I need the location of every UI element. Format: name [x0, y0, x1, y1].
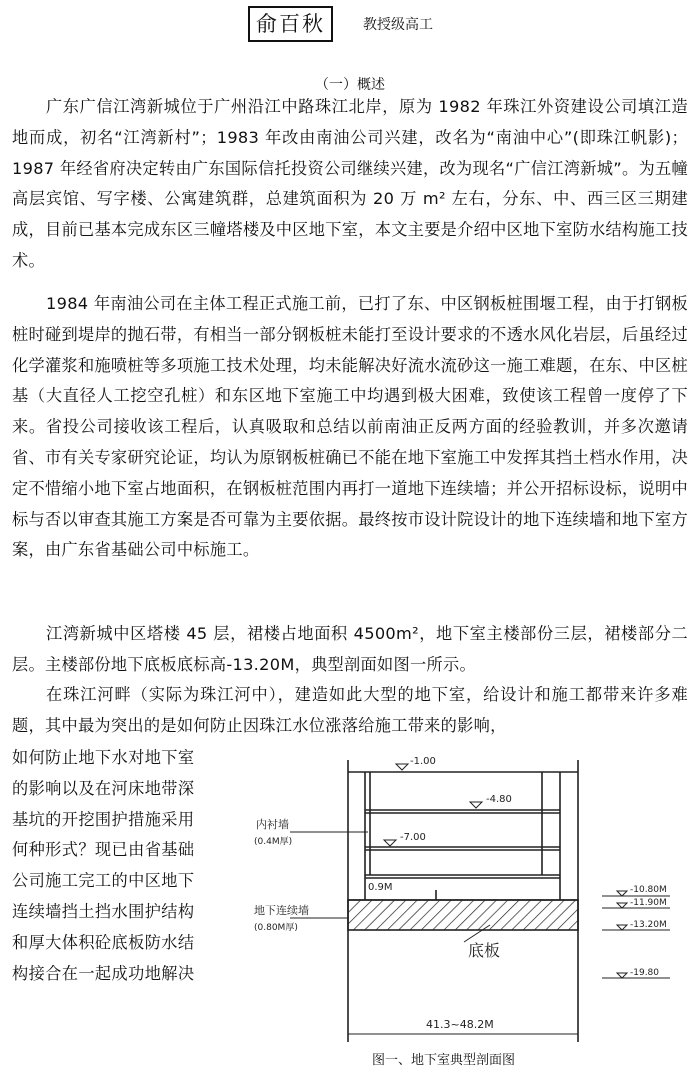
label-width: 41.3~48.2M	[426, 1018, 494, 1031]
text-line: 基坑的开挖围护措施采用	[12, 809, 195, 829]
label-level-480: -4.80	[486, 794, 512, 805]
paragraph-overview: 广东广信江湾新城位于广州沿江中路珠江北岸，原为 1982 年珠江外资建设公司填江造地而成，初名“江湾新村”；1983 年改由南油公司兴建，改名为“南油中心”(即珠江帆影)；1987 年经省府决定转由广东国际信托投资公司继续兴建，改为现名“广信江湾新城”。为五幢高层宾馆、写字楼、公寓建筑群，总建筑面积为 20 万 m² 左右，分东、中、西三区三期建成，目前已基本完成东区三幢塔楼及中区地下室，本文主要是介绍中区地下室防水结构施工技术。	[12, 97, 688, 270]
text-line: 如何防止地下水对地下室	[12, 748, 195, 767]
section-drawing	[250, 750, 690, 1050]
label-base-slab: 底板	[468, 941, 501, 960]
section-title: （一）概述	[315, 77, 385, 93]
section-figure	[250, 750, 690, 1050]
label-top-level: -1.00	[410, 756, 436, 767]
label-inner-wall-thickness: (0.4M厚)	[254, 837, 293, 847]
paragraph-challenges: 在珠江河畔（实际为珠江河中），建造如此大型的地下室，给设计和施工都带来许多难题，其中最为突出的是如何防止因珠江水位涨落给施工带来的影响，	[12, 685, 688, 735]
header	[248, 6, 433, 42]
label-right-level-3: -13.20M	[630, 920, 667, 930]
label-right-level-1: -10.80M	[630, 885, 667, 895]
figure-labels	[254, 756, 667, 1031]
label-inner-wall: 内衬墙	[256, 818, 289, 831]
text-line: 何种形式？现已由省基础	[12, 840, 195, 860]
paragraph-structure: 江湾新城中区塔楼 45 层，裙楼占地面积 4500m²，地下室主楼部份三层，裙楼部分二层。主楼部份地下底板底标高-13.20M，典型剖面如图一所示。	[12, 624, 688, 674]
label-level-small: 0.9M	[368, 882, 393, 893]
base-slab-hatch	[348, 900, 578, 930]
label-diaphragm-wall-thickness: (0.80M厚)	[254, 923, 298, 933]
text-line: 和厚大体积砼底板防水结	[12, 932, 195, 952]
paragraph-history: 1984 年南油公司在主体工程正式施工前，已打了东、中区钢板桩围堰工程，由于打钢板桩时碰到堤岸的抛石带，有相当一部分钢板桩未能打至设计要求的不透水风化岩层，后虽经过化学灌浆和施喷桩等多项施工技术处理，均未能解决好流水流砂这一施工难题，在东、中区桩基（大直径人工挖空孔桩）和东区地下室施工中均遇到极大困难，致使该工程曾一度停了下来。省投公司接收该工程后，认真吸取和总结以前南油正反两方面的经验教训，并多次邀请省、市有关专家研究论证，均认为原钢板桩确已不能在地下室施工中发挥其挡土档水作用，决定不惜缩小地下室占地面积，在钢板桩范围内再打一道地下连续墙；并公开招标设标，说明中标与否以审查其施工方案是否可靠为主要依据。最终按市设计院设计的地下连续墙和地下室方案，由广东省基础公司中标施工。	[12, 294, 688, 560]
author-name: 俞百秋	[248, 6, 333, 42]
author-title: 教授级高工	[363, 17, 433, 33]
text-line: 的影响以及在河床地带深	[12, 778, 195, 798]
label-right-level-2: -11.90M	[630, 898, 667, 908]
text-line: 公司施工完工的中区地下	[12, 871, 195, 891]
label-level-700: -7.00	[400, 832, 426, 843]
paragraph-continuation	[12, 743, 242, 989]
figure-caption: 图一、地下室典型剖面图	[372, 1053, 516, 1068]
label-right-level-4: -19.80	[630, 968, 660, 978]
text-line: 构接合在一起成功地解决	[12, 963, 195, 983]
text-line: 连续墙挡土挡水围护结构	[12, 901, 195, 921]
label-diaphragm-wall: 地下连续墙	[254, 904, 309, 917]
